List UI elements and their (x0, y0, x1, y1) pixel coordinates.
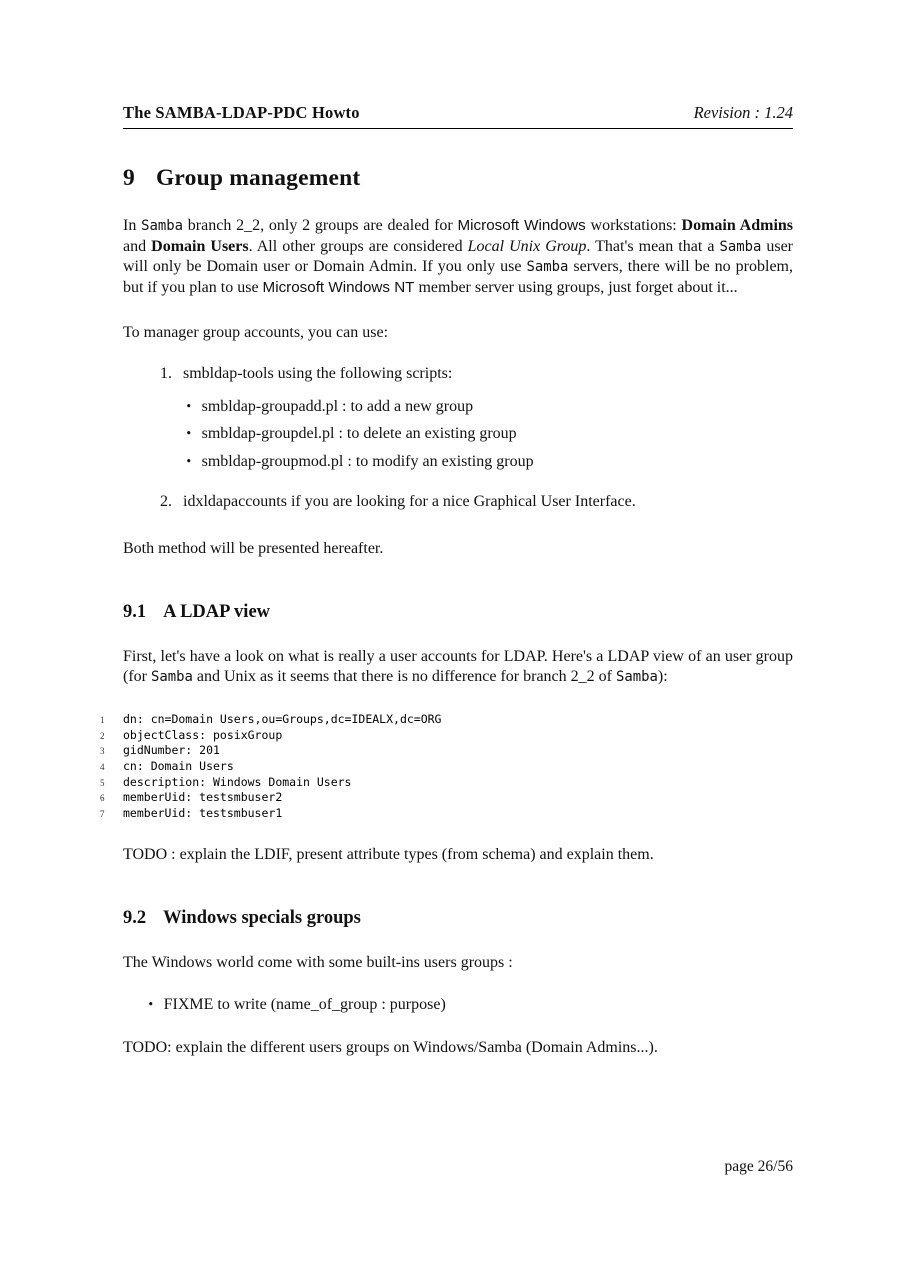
page-number: page 26/56 (724, 1158, 793, 1175)
line-number: 7 (100, 808, 105, 819)
doc-title: The SAMBA-LDAP-PDC Howto (123, 103, 360, 122)
fixme-text: FIXME to write (name_of_group : purpose) (163, 995, 446, 1013)
list-item (186, 397, 793, 418)
list-item-2 (160, 492, 793, 513)
ldif-code-block (100, 712, 793, 821)
bullet-icon: • (186, 454, 192, 469)
line-number: 6 (100, 793, 105, 804)
list-item (148, 996, 793, 1014)
code-line (100, 790, 793, 806)
header-rule (123, 128, 793, 129)
subsection-number: 9.2 (123, 908, 147, 928)
list-item-1-text: smbldap-tools using the following scripts: (183, 364, 453, 382)
bullet-icon: • (186, 426, 192, 442)
code-text: cn: Domain Users (123, 758, 234, 773)
code-text: objectClass: posixGroup (123, 727, 283, 742)
script-groupadd: smbldap-groupadd.pl : to add a new group (201, 398, 474, 416)
code-line (100, 728, 793, 744)
bullet-icon: • (186, 399, 192, 415)
list-item-2-number: 2. (160, 493, 172, 511)
doc-revision: Revision : 1.24 (693, 103, 793, 122)
manage-paragraph: To manager group accounts, you can use: (123, 323, 389, 341)
subsection-title: A LDAP view (163, 601, 271, 622)
code-text: memberUid: testsmbuser2 (123, 790, 283, 805)
code-text: dn: cn=Domain Users,ou=Groups,dc=IDEALX,dc=ORG (123, 712, 442, 727)
code-text: gidNumber: 201 (123, 743, 220, 758)
line-number: 4 (100, 761, 105, 772)
line-number: 1 (100, 715, 105, 726)
code-line (100, 743, 793, 759)
script-groupdel: smbldap-groupdel.pl : to delete an existing group (201, 425, 517, 443)
tools-ordered-list (123, 364, 793, 514)
list-item-1-number: 1. (160, 364, 172, 382)
both-methods-paragraph: Both method will be presented hereafter. (123, 540, 384, 558)
code-text: description: Windows Domain Users (123, 774, 352, 789)
code-line (100, 806, 793, 822)
subsection-title: Windows specials groups (163, 908, 361, 928)
code-line (100, 712, 793, 728)
script-groupmod: smbldap-groupmod.pl : to modify an existing group (201, 452, 534, 470)
section-9-2-heading (123, 908, 793, 929)
code-line (100, 775, 793, 791)
todo-ldif-paragraph: TODO : explain the LDIF, present attribute types (from schema) and explain them. (123, 846, 654, 864)
ldap-view-paragraph: First, let's have a look on what is really a user accounts for LDAP. Here's a LDAP view of an user group (for Samba and Unix as it seems that there is no difference for branch 2_2 of Samba): (123, 647, 793, 686)
intro-paragraph: In Samba branch 2_2, only 2 groups are dealed for Microsoft Windows workstations: Domain Admins and Domain Users. All other groups are considered Local Unix Group. That's mean that a Samba user will only be Domain user or Domain Admin. If you only use Samba servers, there will be no problem, but if you plan to use Microsoft Windows NT member server using groups, just forget about it... (123, 217, 794, 297)
section-number: 9 (123, 165, 135, 191)
todo-groups-paragraph: TODO: explain the different users groups on Windows/Samba (Domain Admins...). (123, 1038, 658, 1056)
bullet-icon: • (148, 997, 154, 1012)
line-number: 3 (100, 746, 105, 757)
section-9-1-heading (123, 602, 793, 623)
code-line (100, 759, 793, 775)
section-title: Group management (155, 165, 361, 191)
list-item (186, 452, 793, 473)
line-number: 5 (100, 777, 105, 788)
windows-groups-paragraph: The Windows world come with some built-ins users groups : (123, 954, 513, 971)
list-item-2-text: idxldapaccounts if you are looking for a nice Graphical User Interface. (183, 493, 636, 511)
fixme-bullet-list (148, 996, 793, 1014)
list-item (186, 424, 793, 445)
line-number: 2 (100, 730, 105, 741)
code-text: memberUid: testsmbuser1 (123, 805, 283, 820)
scripts-bullet-list (186, 397, 793, 472)
section-9-heading (123, 165, 793, 192)
subsection-number: 9.1 (123, 601, 147, 622)
list-item-1 (160, 364, 793, 385)
page-header (123, 103, 793, 123)
